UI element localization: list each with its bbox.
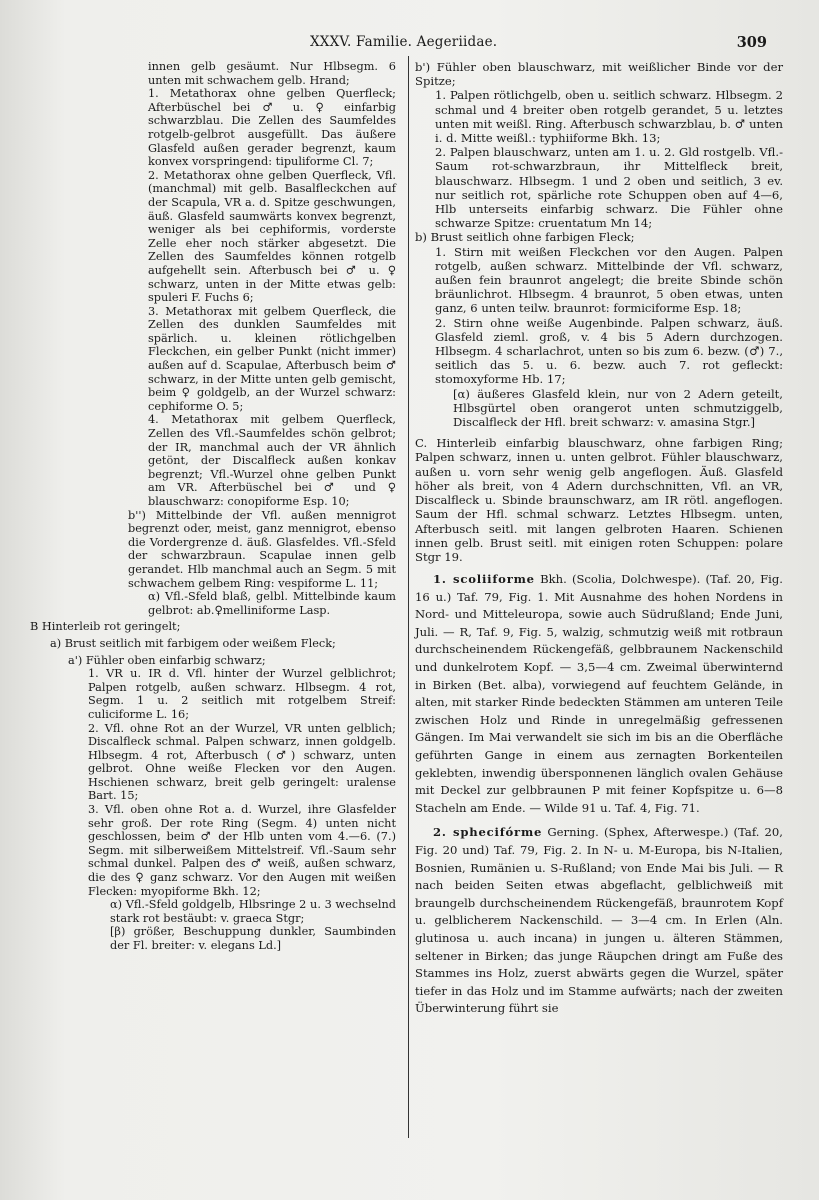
- key-entry: innen gelb gesäumt. Nur Hlbsegm. 6 unten mit schwachem gelb. Hrand;: [148, 60, 396, 87]
- key-entry: α) Vfl.-Sfeld blaß, gelbl. Mittelbinde kaum gelbrot: ab.♀melliniforme Lasp.: [148, 590, 396, 617]
- key-entry: 3. Vfl. oben ohne Rot a. d. Wurzel, ihre Glasfelder sehr groß. Der rote Ring (Segm. 4) unten nicht geschlossen, beim ♂ der Hlb unten vom 4.—6. (7.) Segm. mit silberweißem Mittelstreif. Vfl.-Saum sehr schmal dunkel. Palpen des ♂ weiß, außen schwarz, die des ♀ ganz schwarz. Vor den Augen mit weißen Flecken: myopiforme Bkh. 12;: [88, 803, 396, 898]
- column-divider: [408, 56, 409, 1138]
- key-entry: b'') Mittelbinde der Vfl. außen mennigrot begrenzt oder, meist, ganz mennigrot, ebenso die Vordergrenze d. äuß. Glasfeldes. Vfl.-Sfeld der schwarzbraun. Scapulae innen gelb gerandet. Hlb manchmal auch an Segm. 5 mit schwachem gelbem Ring: vespiforme L. 11;: [128, 508, 396, 590]
- key-entry: 4. Metathorax mit gelbem Querfleck, Zellen des Vfl.-Saumfeldes schön gelbrot; der IR, manchmal auch der VR ähnlich getönt, der Discalfleck außen konkav begrenzt; Vfl.-Wurzel ohne gelben Punkt am VR. Afterbüschel bei ♂ und ♀ blauschwarz: conopiforme Esp. 10;: [148, 413, 396, 508]
- key-entry: 1. Metathorax ohne gelben Querfleck; Afterbüschel bei ♂ u. ♀ einfarbig schwarzblau. Die Zellen des Saumfeldes rotgelb-gelbrot ausgefüllt. Das äußere Glasfeld außen gerader begrenzt, kaum konvex vorspringend: tipuliforme Cl. 7;: [148, 87, 396, 169]
- right-column: [415, 60, 783, 1018]
- running-header: [0, 34, 819, 54]
- key-entry: [β) größer, Beschuppung dunkler, Saumbinden der Fl. breiter: v. elegans Ld.]: [110, 925, 396, 952]
- key-heading: a') Fühler oben einfarbig schwarz;: [68, 653, 266, 667]
- key-entry: 3. Metathorax mit gelbem Querfleck, die Zellen des dunklen Saumfeldes mit spärlich. u. kleinen rötlichgelben Fleckchen, ein gelber Punkt (nicht immer) außen auf d. Scapulae, Afterbusch beim ♂ schwarz, in der Mitte unten gelb gemischt, beim ♀ goldgelb, an der Wurzel schwarz: cephiforme O. 5;: [148, 304, 396, 413]
- species-entry: [415, 571, 783, 817]
- species-text: Bkh. (Scolia, Dolchwespe). (Taf. 20, Fig. 16 u.) Taf. 79, Fig. 1. Mit Ausnahme des hohen Nordens in Nord- und Mitteleuropa, sowie auch Südrußland; Ende Juni, Juli. — R, Taf. 9, Fig. 5, walzig, schmutzig weiß mit rotbraun durchscheinendem Rückengefäß, gelbbraunem Nackenschild und dunkelrotem Kopf. — 3,5—4 cm. Zweimal überwinternd in Birken (Bet. alba), vorwiegend auf feuchtem Gelände, in alten, mit starker Rinde bedeckten Stämmen am unteren Teile zwischen Holz und Rinde in unregelmäßig gefressenen Gängen. Im Mai verwandelt sie sich im bis an die Oberfläche geführten Gange in einem aus zernagten Borkenteilen geklebten, inwendig übersponnenen länglich ovalen Gehäuse mit Deckel zur gelbbraunen P mit feiner Kopfspitze u. 6—8 Stacheln am Ende. — Wilde 91 u. Taf. 4, Fig. 71.: [415, 572, 783, 815]
- key-heading: b) Brust seitlich ohne farbigen Fleck;: [415, 230, 635, 245]
- key-heading: B Hinterleib rot geringelt;: [30, 620, 181, 634]
- species-name: 2. sphecifórme: [433, 825, 543, 840]
- key-entry: 2. Stirn ohne weiße Augenbinde. Palpen schwarz, äuß. Glasfeld zieml. groß, v. 4 bis 5 Adern durchzogen. Hlbsegm. 4 scharlachrot, unten so bis zum 6. bezw. (♂) 7., seitlich das 5. u. 6. bezw. auch 7. rot gefleckt: stomoxyforme Hb. 17;: [435, 315, 783, 387]
- running-title: XXXV. Familie. Aegeriidae.: [310, 34, 498, 50]
- key-entry: 1. Palpen rötlichgelb, oben u. seitlich schwarz. Hlbsegm. 2 schmal und 4 breiter oben rotgelb gerandet, 5 u. letztes unten mit weißl. Ring. Afterbusch schwarzblau, b. ♂ unten i. d. Mitte weißl.: typhiiforme Bkh. 13;: [435, 88, 783, 146]
- species-entry: [415, 824, 783, 1018]
- page-number: 309: [736, 34, 767, 51]
- key-entry: 1. Stirn mit weißen Fleckchen vor den Augen. Palpen rotgelb, außen schwarz. Mittelbinde der Vfl. schwarz, außen fein braunrot angelegt; die breite Sbinde schön bräunlichrot. Hlbsegm. 4 braunrot, 5 oben etwas, unten ganz, 6 unten teilw. braunrot: formiciforme Esp. 18;: [435, 244, 783, 316]
- key-heading: C. Hinterleib einfarbig blauschwarz, ohne farbigen Ring; Palpen schwarz, innen u. unten gelbrot. Fühler blauschwarz, außen u. vorn sehr wenig gelb angeflogen. Äuß. Glasfeld höher als breit, von 4 Adern durchschnitten, Vfl. an VR, Discalfleck u. Sbinde braunschwarz, am IR rötl. angeflogen. Saum der Hfl. schmal schwarz. Letztes Hlbsegm. unten, Afterbusch seitl. mit langen gelbroten Haaren. Schienen innen gelb. Brust seitl. mit einigen roten Schuppen: polare Stgr 19.: [415, 436, 783, 564]
- key-entry: [α) äußeres Glasfeld klein, nur von 2 Adern geteilt, Hlbsgürtel oben orangerot unten schmutziggelb, Discalfleck der Hfl. breit schwarz: v. amasina Stgr.]: [453, 386, 783, 430]
- key-heading: a) Brust seitlich mit farbigem oder weißem Fleck;: [50, 636, 336, 650]
- key-entry: 2. Metathorax ohne gelben Querfleck, Vfl. (manchmal) mit gelb. Basalfleckchen auf der Scapula, VR a. d. Spitze geschwungen, äuß. Glasfeld saumwärts konvex begrenzt, weniger als bei cephiformis, vorderste Zelle eher noch stärker abgesetzt. Die Zellen des Saumfeldes können rotgelb aufgehellt sein. Afterbusch bei ♂ u. ♀ schwarz, unten in der Mitte etwas gelb: spuleri F. Fuchs 6;: [148, 168, 396, 305]
- key-heading: b') Fühler oben blauschwarz, mit weißlicher Binde vor der Spitze;: [415, 60, 783, 89]
- species-name: 1. scoliiforme: [433, 572, 535, 587]
- key-entry: α) Vfl.-Sfeld goldgelb, Hlbsringe 2 u. 3 wechselnd stark rot bestäubt: v. graeca Stgr;: [110, 898, 396, 925]
- key-entry: 2. Vfl. ohne Rot an der Wurzel, VR unten gelblich; Discalfleck schmal. Palpen schwarz, innen goldgelb. Hlbsegm. 4 rot, Afterbusch (♂) schwarz, unten gelbrot. Ohne weiße Flecken vor den Augen. Hschienen schwarz, breit gelb geringelt: uralense Bart. 15;: [88, 721, 396, 803]
- left-column: [30, 60, 396, 953]
- key-entry: 2. Palpen blauschwarz, unten am 1. u. 2. Gld rostgelb. Vfl.-Saum rot-schwarzbraun, ihr Mittelfleck breit, blauschwarz. Hlbsegm. 1 und 2 oben und seitlich, 3 ev. nur seitlich rot, spärliche rote Schuppen oben auf 4—6, Hlb unterseits einfarbig schwarz. Die Fühler ohne schwarze Spitze: cruentatum Mn 14;: [435, 145, 783, 231]
- key-entry: 1. VR u. IR d. Vfl. hinter der Wurzel gelblichrot; Palpen rotgelb, außen schwarz. Hlbsegm. 4 rot, Segm. 1 u. 2 seitlich mit rotgelbem Streif: culiciforme L. 16;: [88, 667, 396, 721]
- species-text: Gerning. (Sphex, Afterwespe.) (Taf. 20, Fig. 20 und) Taf. 79, Fig. 2. In N- u. M-Europa, bis N-Italien, Bosnien, Rumänien u. S-Rußland; von Ende Mai bis Juli. — R nach beiden Seiten etwas abgeflacht, gelblichweiß mit braungelb durchscheinendem Rückengefäß, braunrotem Kopf u. gelblicherem Nackenschild. — 3—4 cm. In Erlen (Aln. glutinosa u. auch incana) in jungen u. älteren Stämmen, seltener in Birken; das junge Räupchen dringt am Fuße des Stammes ins Holz, zuerst abwärts gegen die Wurzel, später tiefer in das Holz und im Stamme aufwärts; nach der zweiten Überwinterung führt sie: [415, 825, 783, 1016]
